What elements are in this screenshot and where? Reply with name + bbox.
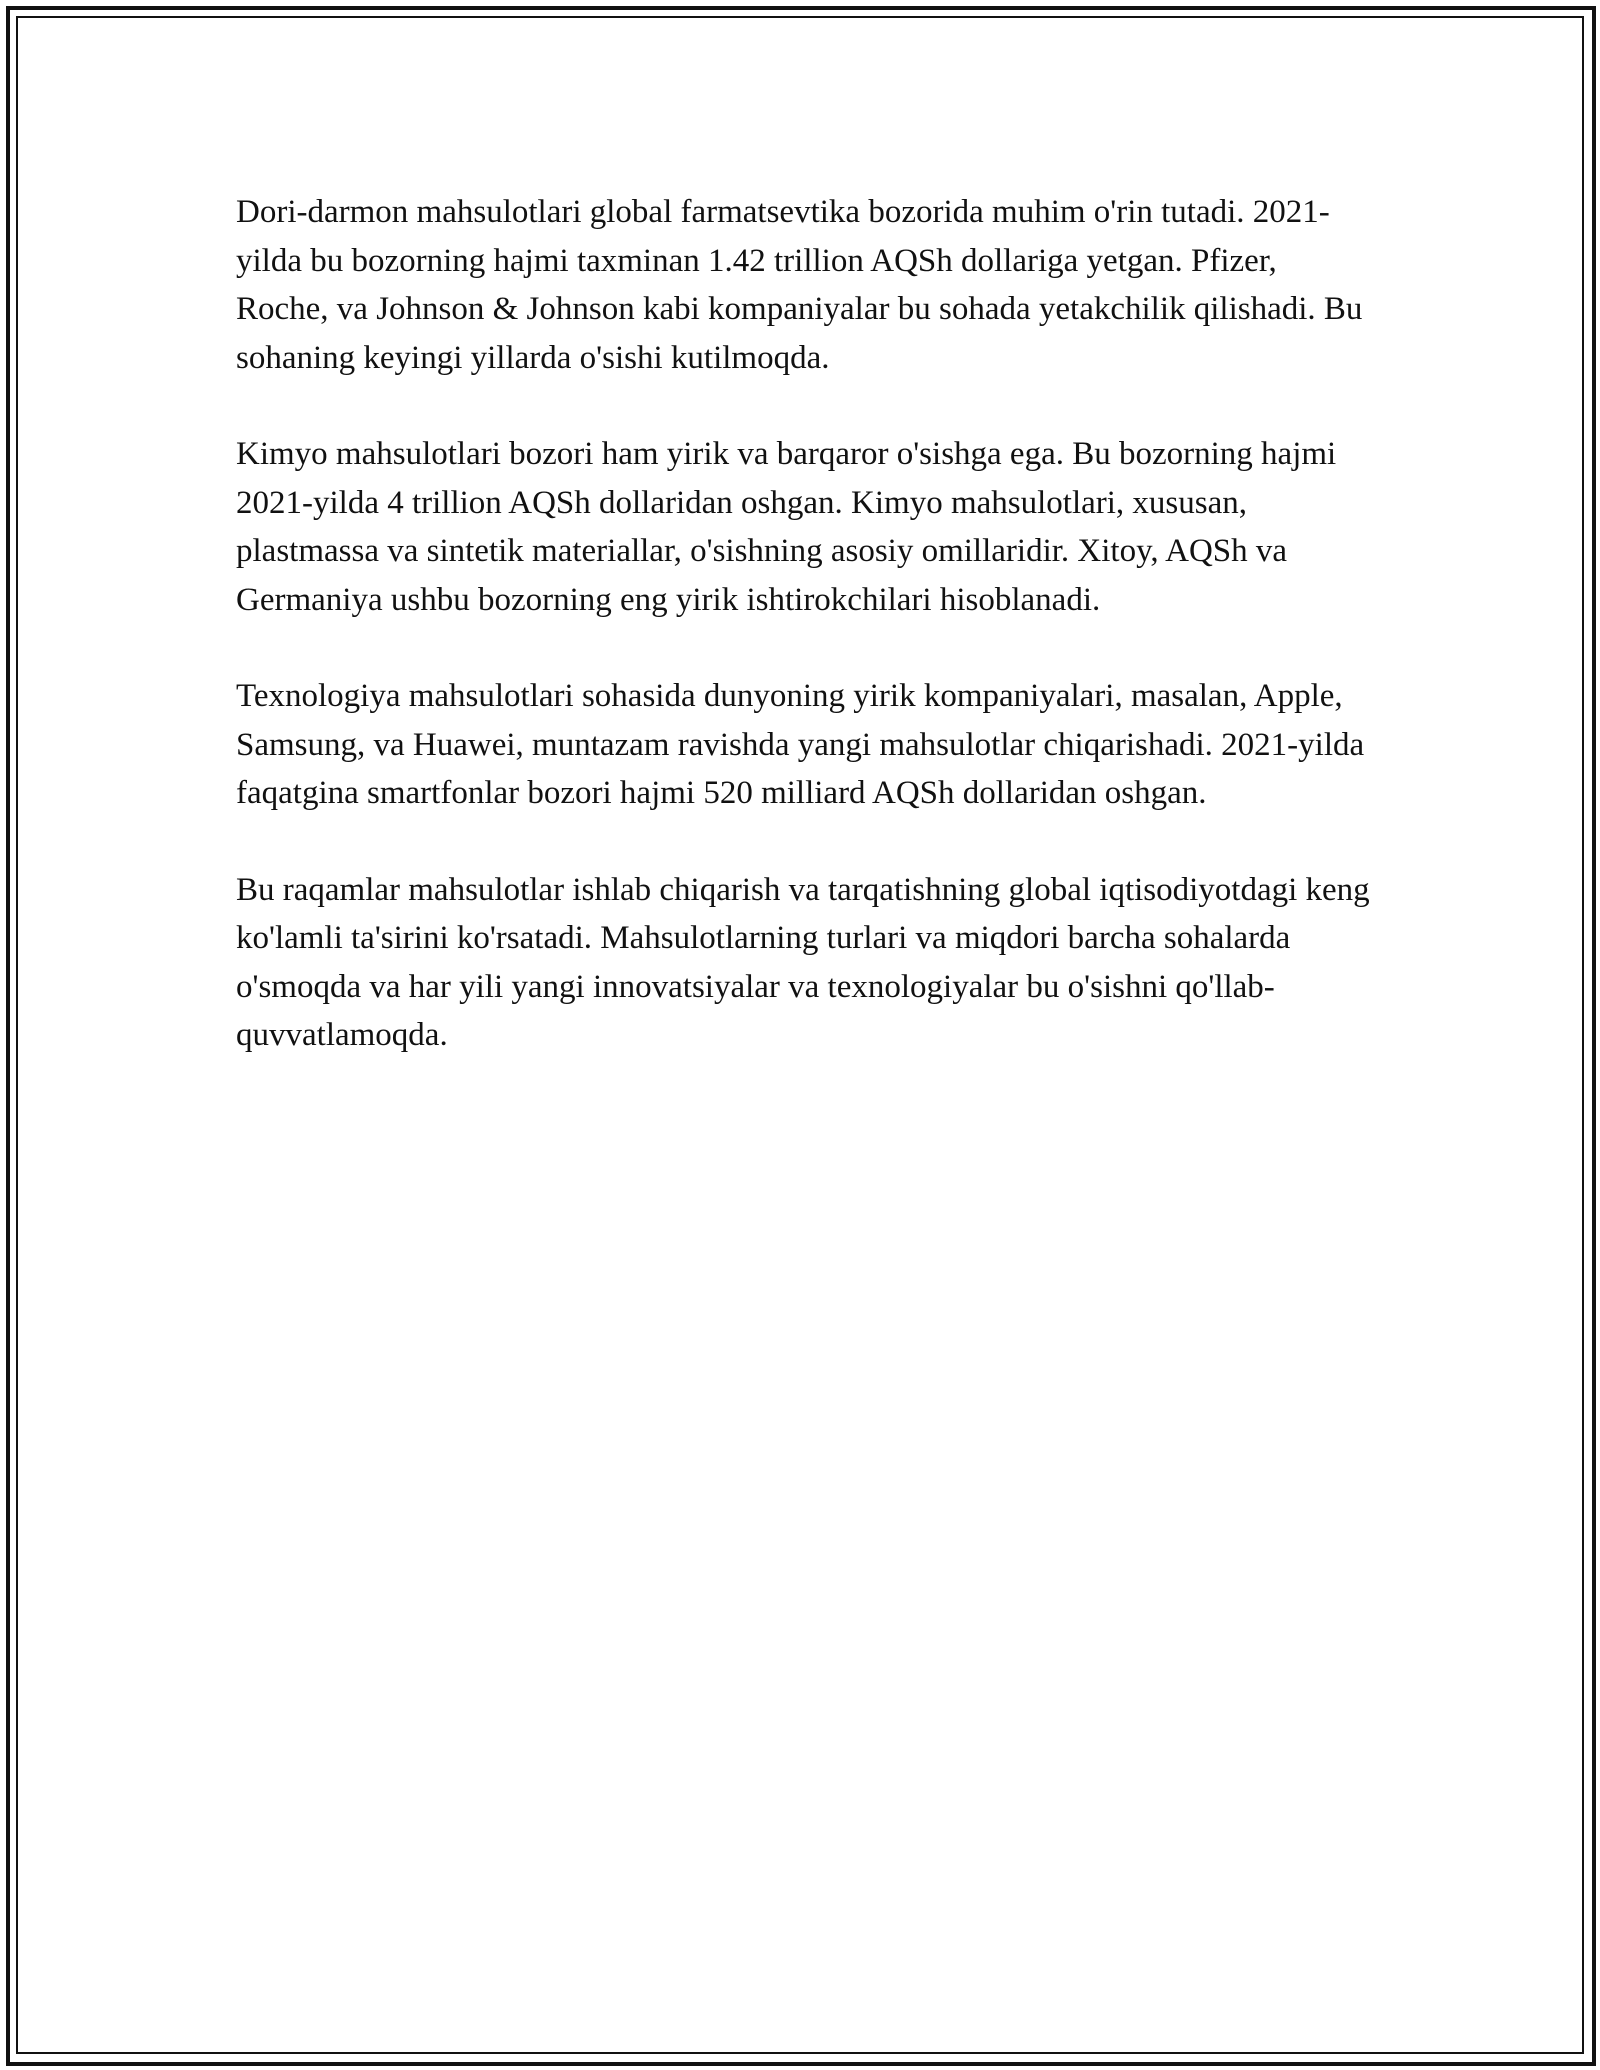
paragraph-chemicals: Kimyo mahsulotlari bozori ham yirik va barqaror o'sishga ega. Bu bozorning hajmi 2021-yilda 4 trillion AQSh dollaridan oshgan. Kimyo mahsulotlari, xususan, plastmassa va sintetik materiallar, o'sishning asosiy omillaridir. Xitoy, AQSh va Germaniya ushbu bozorning eng yirik ishtirokchilari hisoblanadi.	[236, 436, 1337, 618]
paragraph-conclusion: Bu raqamlar mahsulotlar ishlab chiqarish va tarqatishning global iqtisodiyotdagi keng ko'lamli ta'sirini ko'rsatadi. Mahsulotlarning turlari va miqdori barcha sohalarda o'smoqda va har yili yangi innovatsiyalar va texnologiyalar bu o'sishni qo'llab-quvvatlamoqda.	[236, 871, 1370, 1053]
paragraph-pharmaceuticals: Dori-darmon mahsulotlari global farmatsevtika bozorida muhim o'rin tutadi. 2021-yilda bu bozorning hajmi taxminan 1.42 trillion AQSh dollariga yetgan. Pfizer, Roche, va Johnson & Johnson kabi kompaniyalar bu sohada yetakchilik qilishadi. Bu sohaning keyingi yillarda o'sishi kutilmoqda.	[236, 194, 1363, 376]
paragraph-technology: Texnologiya mahsulotlari sohasida dunyoning yirik kompaniyalari, masalan, Apple, Samsung, va Huawei, muntazam ravishda yangi mahsulotlar chiqarishadi. 2021-yilda faqatgina smartfonlar bozori hajmi 520 milliard AQSh dollaridan oshgan.	[236, 678, 1365, 811]
document-body	[236, 188, 1376, 1108]
